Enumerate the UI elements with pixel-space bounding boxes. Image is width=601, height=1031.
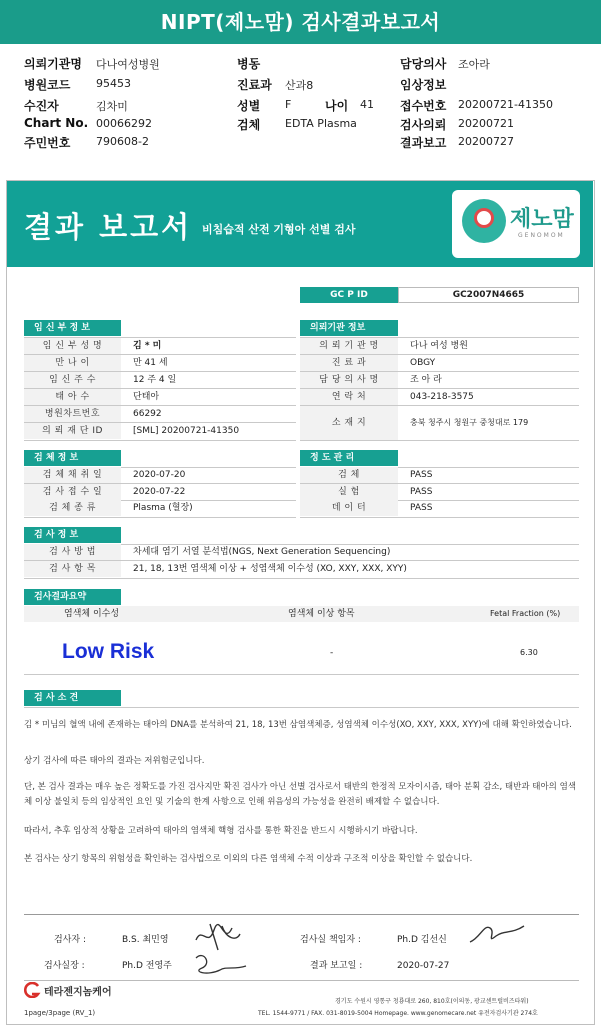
report-date-sign-value: 2020-07-27 — [397, 961, 450, 971]
company-name: 테라젠지놈케어 — [44, 987, 112, 998]
report-title: NIPT(제노맘) 검사결과보고서 — [0, 0, 601, 44]
page-indicator: 1page/3page (RV_1) — [24, 1009, 96, 1017]
institution-label: 의뢰기관명 — [24, 57, 82, 71]
patient-label: 수진자 — [24, 99, 59, 113]
doctor-value: 조아라 — [458, 58, 490, 71]
specimen-type-value: Plasma (혈장) — [133, 503, 193, 513]
inst-dept-value: OBGY — [410, 358, 436, 368]
logo-inner-icon — [474, 208, 494, 228]
summary-title: 검사결과요약 — [24, 589, 121, 605]
divider — [24, 578, 579, 579]
tester-label: 검사자 : — [54, 935, 86, 945]
chart-no-label: Chart No. — [24, 116, 89, 130]
opinion-title: 검 사 소 견 — [24, 690, 121, 706]
chief-label: 검사실장 : — [44, 961, 85, 971]
fetal-fraction-value: 6.30 — [520, 648, 538, 657]
qc-specimen-value: PASS — [410, 470, 433, 480]
receipt-date-label: 검 사 접 수 일 — [24, 484, 121, 500]
test-method-value: 차세대 염기 서열 분석법(NGS, Next Generation Sequencing) — [133, 547, 391, 557]
receipt-no-label: 접수번호 — [400, 99, 447, 113]
institution-info-title: 의뢰기관 정보 — [300, 320, 398, 336]
logo-subtext: GENOMOM — [518, 232, 565, 239]
gcp-id-value: GC2007N4665 — [452, 290, 525, 300]
inst-phone-label: 연 락 처 — [300, 389, 398, 405]
resident-no-value: 790608-2 — [96, 135, 149, 148]
divider — [300, 440, 579, 441]
test-method-label: 검 사 방 법 — [24, 544, 121, 560]
ward-label: 병동 — [237, 57, 261, 71]
age-value: 41 — [360, 98, 374, 111]
fetus-count-label: 태 아 수 — [24, 389, 121, 405]
abnormal-item-value: - — [330, 648, 334, 658]
collection-date-label: 검 체 채 취 일 — [24, 467, 121, 483]
patient-value: 김차미 — [96, 100, 128, 113]
divider — [24, 980, 579, 981]
specimen-type-label: 검 체 종 류 — [24, 500, 121, 516]
divider — [24, 440, 296, 441]
institution-value: 다나여성병원 — [96, 58, 160, 71]
terragen-logo-icon — [20, 982, 42, 998]
inst-name-value: 다나 여성 병원 — [410, 341, 468, 351]
request-date-value: 20200721 — [458, 117, 514, 130]
chart-number-value: 66292 — [133, 409, 162, 419]
inst-doctor-label: 담 당 의 사 명 — [300, 372, 398, 388]
qc-data-value: PASS — [410, 503, 433, 513]
chart-number-label: 병원차트번호 — [24, 406, 121, 422]
request-date-label: 검사의뢰 — [400, 118, 447, 132]
quality-title: 정 도 관 리 — [300, 450, 398, 466]
test-items-label: 검 사 항 목 — [24, 561, 121, 577]
report-date-label: 결과보고 — [400, 136, 447, 150]
receipt-no-value: 20200721-41350 — [458, 98, 553, 111]
report-date-value: 20200727 — [458, 135, 514, 148]
sex-value: F — [285, 98, 292, 111]
test-info-title: 검 사 정 보 — [24, 527, 121, 543]
report-date-sign-label: 결과 보고일 : — [310, 961, 363, 971]
pregnant-name-label: 임 신 부 성 명 — [24, 338, 121, 354]
inst-phone-value: 043-218-3575 — [410, 392, 474, 402]
banner-subtitle: 비침습적 산전 기형아 선별 검사 — [202, 223, 356, 236]
clinical-info-label: 임상정보 — [400, 78, 447, 92]
qc-experiment-value: PASS — [410, 487, 433, 497]
inst-address-value: 충북 청주시 청원구 중청대로 179 — [410, 418, 529, 427]
qc-data-label: 데 이 터 — [300, 500, 398, 516]
divider — [24, 674, 579, 675]
age-row-value: 만 41 세 — [133, 358, 168, 368]
divider — [24, 517, 296, 518]
pregnant-info-title: 임 신 부 정 보 — [24, 320, 121, 336]
banner-title: 결과 보고서 — [24, 210, 193, 244]
company-address: 경기도 수원시 영통구 청룡대로 260, 810호(이의동, 광교센트럴비즈타워) — [335, 998, 529, 1005]
inst-address-label: 소 재 지 — [300, 406, 398, 440]
company-contact: TEL. 1544-9771 / FAX. 031-8019-5004 Homepage. www.genomecare.net 유전자검사기관 274호 — [258, 1010, 538, 1017]
chart-no-value: 00066292 — [96, 117, 152, 130]
hospital-code-label: 병원코드 — [24, 78, 71, 92]
specimen-value: EDTA Plasma — [285, 117, 357, 130]
divider — [300, 517, 579, 518]
fetus-count-value: 단태아 — [133, 392, 160, 402]
gcp-id-label: GC P ID — [300, 287, 398, 303]
divider — [24, 707, 579, 708]
logo-text: 제노맘 — [510, 207, 574, 232]
summary-col-fraction: Fetal Fraction (%) — [490, 609, 561, 618]
doctor-label: 담당의사 — [400, 57, 447, 71]
test-items-value: 21, 18, 13번 염색체 이상 + 성염색체 이수성 (XO, XXY, XXX, XYY) — [133, 564, 407, 574]
tester-name: B.S. 최민영 — [122, 935, 169, 945]
foundation-id-label: 의 뢰 재 단 ID — [24, 423, 121, 439]
age-label: 나이 — [325, 99, 349, 113]
summary-col-item: 염색체 이상 항목 — [288, 609, 355, 619]
gestation-value: 12 주 4 일 — [133, 375, 177, 385]
inst-name-label: 의 뢰 기 관 명 — [300, 338, 398, 354]
opinion-paragraph-4: 따라서, 추후 임상적 상황을 고려하여 태아의 염색체 핵형 검사를 통한 확진을 반드시 시행하시기 바랍니다. — [24, 826, 418, 836]
foundation-id-value: [SML] 20200721-41350 — [133, 426, 240, 436]
specimen-info-title: 검 체 정 보 — [24, 450, 121, 466]
director-name: Ph.D 김선신 — [397, 935, 447, 945]
collection-date-value: 2020-07-20 — [133, 470, 186, 480]
opinion-paragraph-1: 김 * 미님의 혈액 내에 존재하는 태아의 DNA를 분석하여 21, 18, 13번 삼염색체증, 성염색체 이수성(XO, XXY, XXX, XYY)에 대해 확인하였습니다. — [24, 720, 572, 730]
department-label: 진료과 — [237, 78, 272, 92]
director-signature-icon — [466, 918, 528, 948]
hospital-code-value: 95453 — [96, 77, 131, 90]
summary-col-aneuploidy: 염색체 이수성 — [64, 609, 120, 619]
resident-no-label: 주민번호 — [24, 136, 71, 150]
opinion-paragraph-5: 본 검사는 상기 항목의 위험성을 확인하는 검사법으로 이외의 다른 염색체 수적 이상과 구조적 이상을 확인할 수 없습니다. — [24, 854, 473, 864]
chief-signature-icon — [190, 948, 250, 978]
inst-dept-label: 진 료 과 — [300, 355, 398, 371]
opinion-paragraph-2: 상기 검사에 따른 태아의 결과는 저위험군입니다. — [24, 756, 205, 766]
risk-result: Low Risk — [62, 640, 155, 663]
director-label: 검사실 책임자 : — [300, 935, 361, 945]
opinion-paragraph-3: 단, 본 검사 결과는 매우 높은 정확도를 가진 검사지만 확진 검사가 아닌 선별 검사로서 태반의 한정적 모자이시즘, 태아 분획 감소, 태반과 태아의 염색체 이상 불일치 등의 임상적인 요인 및 기술의 한계 사항으로 인해 위음성의 가능성을 완전히 배제할 수 없습니다. — [24, 782, 577, 807]
specimen-label: 검체 — [237, 118, 261, 132]
receipt-date-value: 2020-07-22 — [133, 487, 186, 497]
chief-name: Ph.D 전영주 — [122, 961, 172, 971]
sex-label: 성별 — [237, 99, 261, 113]
inst-doctor-value: 조 아 라 — [410, 375, 442, 385]
qc-experiment-label: 실 험 — [300, 484, 398, 500]
qc-specimen-label: 검 체 — [300, 467, 398, 483]
gestation-label: 임 신 주 수 — [24, 372, 121, 388]
age-row-label: 만 나 이 — [24, 355, 121, 371]
department-value: 산과8 — [285, 79, 314, 92]
divider — [24, 914, 579, 915]
pregnant-name-value: 김 * 미 — [133, 341, 162, 351]
